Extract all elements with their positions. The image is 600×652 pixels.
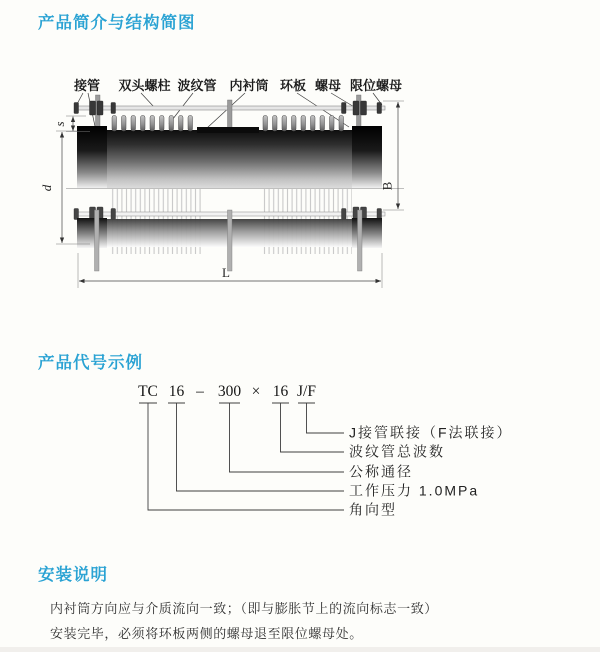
callout-wave-count: 波纹管总波数 — [349, 443, 445, 460]
code-dash: – — [196, 383, 204, 400]
code-part-pressure: 16 — [168, 383, 185, 400]
dim-label-B: B — [379, 181, 395, 191]
code-times-sign: × — [251, 383, 261, 400]
code-part-connection: J/F — [297, 383, 316, 400]
right-end-pipe — [352, 126, 382, 188]
dim-B — [380, 101, 405, 210]
code-heading: 产品代号示例 — [38, 354, 143, 372]
part-label-ring-plate: 环板 — [279, 78, 307, 93]
intro-heading: 产品简介与结构简图 — [38, 14, 196, 32]
page-bottom-strip — [0, 647, 600, 652]
install-heading: 安装说明 — [38, 566, 108, 584]
callout-angular-type: 角向型 — [349, 501, 397, 518]
install-note-line-1: 内衬筒方向应与介质流向一致；（即与膨胀节上的流向标志一致） — [50, 601, 438, 616]
dim-label-L: L — [222, 265, 230, 280]
part-label-bellows: 波纹管 — [177, 78, 217, 93]
upper-body — [77, 130, 382, 188]
part-label-limit-nut: 限位螺母 — [349, 78, 403, 93]
lower-left-end — [77, 218, 107, 248]
callout-working-pressure: 工作压力 1.0MPa — [349, 482, 480, 499]
lower-right-end — [352, 218, 382, 248]
part-label-stud: 双头螺柱 — [118, 78, 171, 93]
code-part-type: TC — [138, 383, 158, 400]
product-code-diagram — [115, 376, 565, 541]
callout-connection: J接管联接（F法联接） — [349, 424, 513, 441]
dim-label-s: s — [52, 121, 67, 127]
callout-nominal-diameter: 公称通径 — [349, 463, 413, 480]
part-label-nut: 螺母 — [314, 78, 342, 93]
inner-liner-band — [197, 127, 259, 133]
structure-diagram — [25, 58, 470, 298]
part-label-inner-liner: 内衬筒 — [229, 78, 269, 93]
install-note-line-2: 安装完毕，必须将环板两侧的螺母退至限位螺母处。 — [50, 626, 363, 641]
code-part-waves: 16 — [272, 383, 289, 400]
code-part-diameter: 300 — [217, 383, 242, 400]
dim-label-d: d — [39, 184, 54, 192]
code-connectors — [148, 403, 344, 510]
part-label-connecting-pipe: 接管 — [73, 78, 101, 93]
left-end-pipe — [77, 126, 107, 188]
install-notes — [50, 596, 438, 646]
